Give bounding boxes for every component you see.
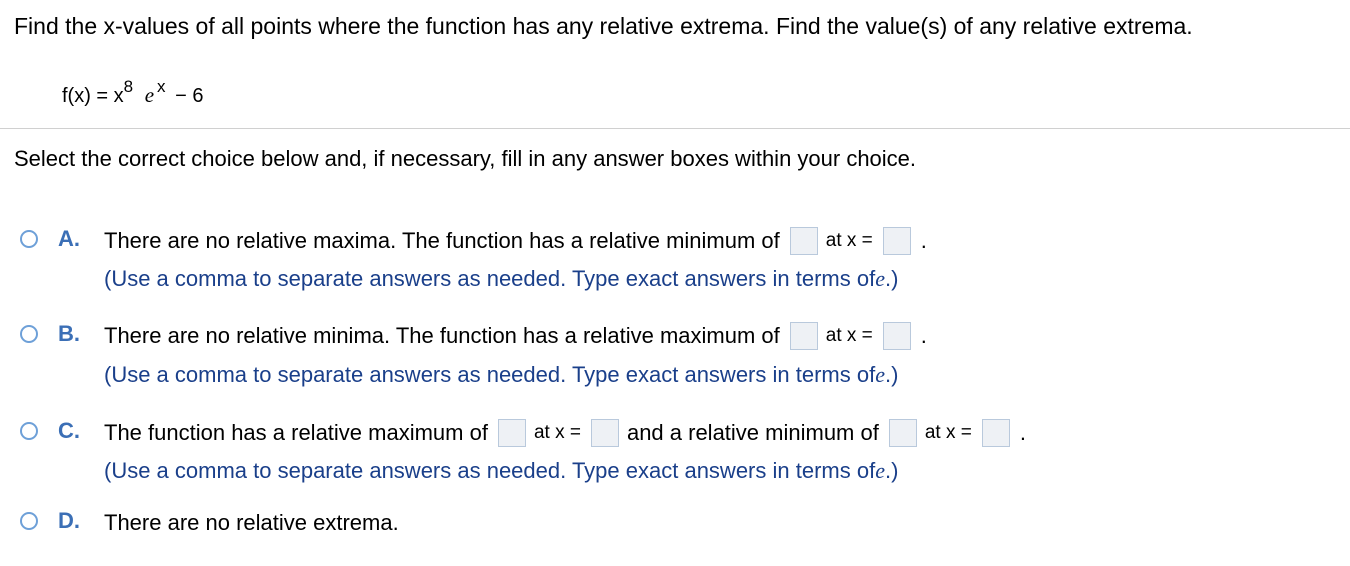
choice-c-letter: C. [58, 418, 80, 443]
question-text: Find the x-values of all points where the function has any relative extrema. Find the value(s) of any relative extrema. [14, 13, 1193, 39]
formula-e: e [144, 83, 155, 107]
choice-b-hint-suffix: .) [884, 362, 899, 387]
choice-c-radio[interactable] [20, 422, 38, 440]
function-formula [62, 77, 204, 112]
choice-b-hint-prefix: (Use a comma to separate answers as needed. Type exact answers in terms of [104, 362, 876, 387]
choice-b-period: . [920, 323, 927, 348]
choice-b-hint-e: e [875, 362, 885, 387]
choice-b-hint [104, 360, 898, 390]
choice-b-at-x-label: at x = [825, 325, 873, 346]
choice-c-hint-suffix: .) [884, 458, 899, 483]
choice-c-max-value-box[interactable] [498, 419, 526, 447]
choice-a-radio[interactable] [20, 230, 38, 248]
choice-b-radio[interactable] [20, 325, 38, 343]
choice-a-at-x-label: at x = [825, 230, 873, 251]
choice-d-letter: D. [58, 508, 80, 533]
choice-a-line [104, 226, 927, 256]
choice-c-text-min: and a relative minimum of [626, 420, 879, 445]
choice-d-text: There are no relative extrema. [104, 510, 399, 535]
choice-b-letter: B. [58, 321, 80, 346]
formula-suffix: − 6 [175, 85, 204, 107]
formula-prefix: f(x) = x [62, 85, 124, 107]
choice-a-hint-prefix: (Use a comma to separate answers as needed. Type exact answers in terms of [104, 266, 876, 291]
choice-a-hint [104, 264, 898, 294]
choice-a-text: There are no relative maxima. The function has a relative minimum of [104, 228, 780, 253]
instruction-text: Select the correct choice below and, if necessary, fill in any answer boxes within your choice. [14, 146, 917, 171]
choice-b-max-value-box[interactable] [790, 322, 818, 350]
divider [0, 128, 1350, 129]
formula-exponent: 8 [123, 77, 134, 96]
choice-b-x-value-box[interactable] [883, 322, 911, 350]
choice-c-min-value-box[interactable] [889, 419, 917, 447]
choice-a-hint-suffix: .) [884, 266, 899, 291]
choice-c-text-max: The function has a relative maximum of [104, 420, 488, 445]
choice-c-at-x-label-1: at x = [533, 422, 581, 443]
choice-c-hint-prefix: (Use a comma to separate answers as needed. Type exact answers in terms of [104, 458, 876, 483]
choice-c-line [104, 418, 1026, 448]
choice-c-min-x-box[interactable] [982, 419, 1010, 447]
choice-c-max-x-box[interactable] [591, 419, 619, 447]
choice-a-letter: A. [58, 226, 80, 251]
choice-c-at-x-label-2: at x = [924, 422, 972, 443]
choice-c-hint-e: e [875, 458, 885, 483]
choice-d-line [104, 508, 399, 538]
choice-a-min-value-box[interactable] [790, 227, 818, 255]
choice-a-period: . [920, 228, 927, 253]
choice-d-radio[interactable] [20, 512, 38, 530]
choice-b-text: There are no relative minima. The function has a relative maximum of [104, 323, 780, 348]
formula-e-exponent: x [157, 77, 166, 96]
choice-b-line [104, 321, 927, 351]
choice-c-hint [104, 456, 898, 486]
choice-a-x-value-box[interactable] [883, 227, 911, 255]
choice-c-period: . [1019, 420, 1026, 445]
choice-a-hint-e: e [875, 266, 885, 291]
